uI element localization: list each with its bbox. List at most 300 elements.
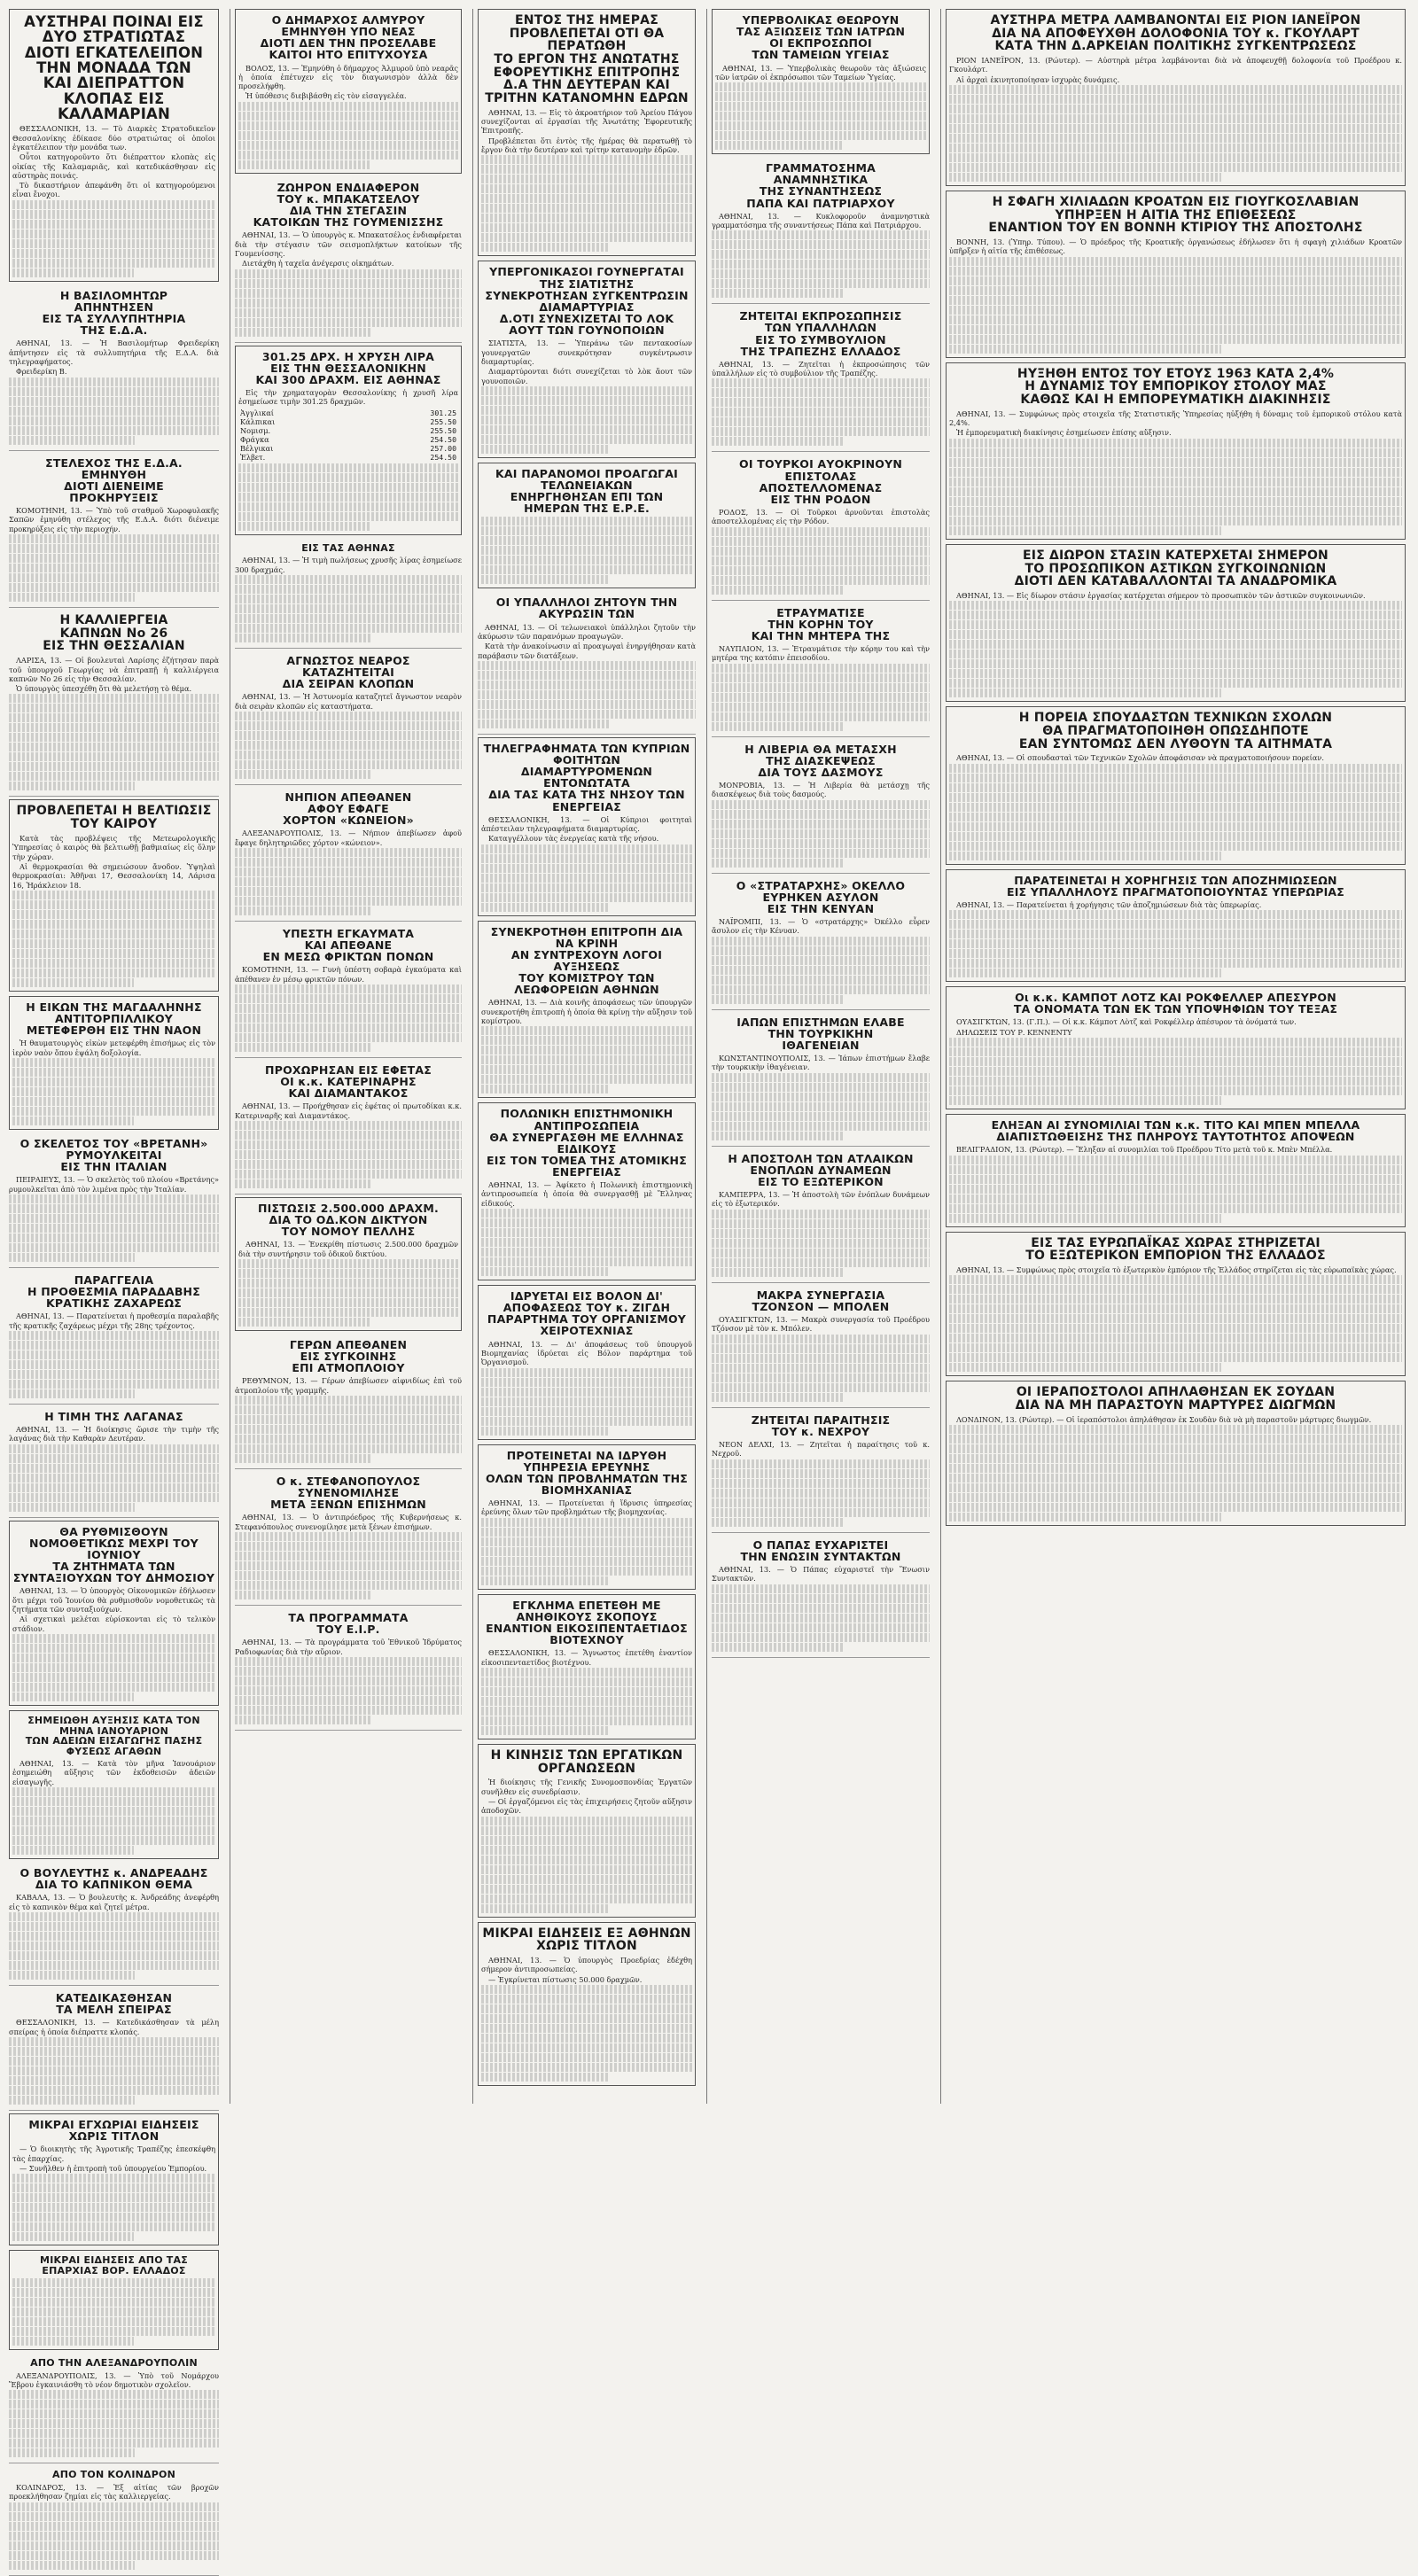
column-4: [706, 9, 930, 2104]
article-body: [12, 1039, 215, 1125]
headline-line: ΥΠΕΡΒΟΛΙΚΑΣ ΘΕΩΡΟΥΝ: [742, 13, 900, 27]
article: [9, 2466, 219, 2575]
article: [9, 2250, 219, 2350]
article-paragraph: ΒΕΛΙΓΡΑΔΙΟΝ, 13. (Ρώυτερ). — Ἔληξαν αἱ συνομιλίαι τοῦ Προέδρου Τίτο μετὰ τοῦ κ. Μπὲν Μπέλλα.: [956, 1145, 1333, 1155]
text-line-placeholder: [12, 1787, 215, 1796]
headline-line: ΚΑΙ ΑΠΕΘΑΝΕ: [304, 938, 393, 953]
article: [712, 876, 930, 1010]
article-paragraph: ΟΥΑΣΙΓΚΤΩΝ, 13. — Μακρὰ συνεργασία τοῦ Προέδρου Τζόνσον μὲ τὸν κ. Μπόλεν.: [712, 1315, 930, 1334]
article: [9, 1134, 219, 1268]
article-paragraph: ΛΑΡΙΣΑ, 13. — Οἱ βουλευταὶ Λαρίσης ἐζήτησαν παρὰ τοῦ ὑπουργοῦ Γεωργίας νὰ ἐπιτραπῇ ἡ καλλιέργεια καπνῶν Νο 26 εἰς τὴν Θεσσαλίαν.: [9, 656, 219, 683]
article-paragraph: ΚΑΜΠΕΡΡΑ, 13. — Ἡ ἀποστολὴ τῶν ἐνόπλων δυνάμεων εἰς τὸ ἐξωτερικόν.: [712, 1190, 930, 1209]
text-line-placeholder: [235, 1686, 462, 1695]
headline-line: ΤΟ ΕΡΓΟΝ ΤΗΣ ΑΝΩΤΑΤΗΣ ΕΦΟΡΕΥΤΙΚΗΣ ΕΠΙΤΡΟΠΗΣ: [493, 52, 681, 80]
article-paragraph: ΚΑΒΑΛΑ, 13. — Ὁ βουλευτὴς κ. Ἀνδρεάδης ἀνεφέρθη εἰς τὸ καπνικὸν θέμα καὶ ζητεῖ μέτρα.: [9, 1893, 219, 1911]
article-headline: [712, 607, 930, 642]
text-line-placeholder: [949, 478, 1402, 486]
text-line-placeholder: [712, 1249, 930, 1257]
article-paragraph: Καταγγέλλουν τὰς ἐνεργείας κατὰ τῆς νήσου.: [488, 834, 659, 844]
article-headline: [9, 290, 219, 337]
article: [712, 1536, 930, 1658]
article: [9, 799, 219, 991]
text-line-placeholder: [712, 289, 843, 298]
article-headline: [9, 2470, 219, 2480]
text-line-placeholder: [949, 1038, 1402, 1047]
text-line-placeholder: [9, 1961, 219, 1970]
article: [946, 1381, 1406, 1526]
text-line-placeholder: [949, 276, 1402, 285]
text-line-placeholder: [712, 1518, 843, 1527]
text-line-placeholder: [235, 877, 462, 886]
headline-line: ΝΗΠΙΟΝ ΑΠΕΘΑΝΕΝ: [284, 790, 412, 804]
text-line-placeholder: [712, 1614, 930, 1623]
article-body: [481, 1180, 692, 1276]
text-line-placeholder: [9, 377, 219, 386]
text-line-placeholder: [235, 269, 462, 278]
text-line-placeholder: [712, 1383, 930, 1392]
text-line-placeholder: [712, 240, 930, 249]
headline-line: ΕΝ ΜΕΣΩ ΦΡΙΚΤΩΝ ΠΟΝΩΝ: [262, 950, 434, 964]
coin-price: 254.50: [430, 452, 456, 462]
text-line-placeholder: [949, 1425, 1402, 1434]
article-headline: [481, 1927, 692, 1953]
text-line-placeholder: [949, 620, 1402, 629]
article: [712, 9, 930, 154]
article-body: [235, 1638, 462, 1724]
article-paragraph: Ἡ ἐμπορευματικὴ διακίνησις ἐσημείωσεν ἐπίσης αὔξησιν.: [956, 428, 1172, 438]
article-paragraph: ΑΘΗΝΑΙ, 13. — Ἡ Βασιλομήτωρ Φρειδερίκη ἀπήντησεν εἰς τὰ συλλυπητήρια τῆς Ε.Δ.Α. διὰ τηλεγραφήματος.: [9, 339, 219, 366]
headline-line: ΔΙΟΤΙ ΕΓΚΑΤΕΛΕΙΠΟΝ ΤΗΝ ΜΟΝΑΔΑ ΤΩΝ: [24, 43, 204, 76]
text-line-placeholder: [949, 1165, 1402, 1174]
article: [712, 1013, 930, 1147]
article-headline: [235, 1612, 462, 1635]
text-line-placeholder: [949, 669, 1402, 678]
headline-line: ΟΛΩΝ ΤΩΝ ΠΡΟΒΛΗΜΑΤΩΝ ΤΗΣ ΒΙΟΜΗΧΑΝΙΑΣ: [485, 1471, 689, 1497]
text-line-placeholder: [481, 1576, 608, 1585]
text-line-placeholder: [712, 1489, 930, 1498]
headline-line: ΥΠΕΣΤΗ ΕΓΚΑΥΜΑΤΑ: [282, 926, 415, 940]
headline-line: ΠΑΡΑΓΓΕΛΙΑ: [74, 1272, 154, 1287]
text-line-placeholder: [481, 1895, 692, 1903]
article-body: [949, 409, 1402, 535]
text-line-placeholder: [9, 2076, 219, 2085]
article-headline: [712, 1016, 930, 1051]
text-line-placeholder: [481, 194, 692, 203]
article-paragraph: ΔΗΛΩΣΕΙΣ ΤΟΥ Ρ. ΚΕΝΝΕΝΤΥ: [956, 1027, 1072, 1037]
text-line-placeholder: [12, 230, 215, 238]
text-line-placeholder: [949, 105, 1402, 113]
headline-line: ΤΟΥ κ. ΝΕΧΡΟΥ: [771, 1424, 870, 1438]
text-line-placeholder: [238, 512, 458, 521]
article-headline: [712, 743, 930, 778]
text-line-placeholder: [235, 1696, 462, 1705]
text-line-placeholder: [9, 713, 219, 722]
text-line-placeholder: [9, 2047, 219, 2056]
text-line-placeholder: [712, 849, 930, 858]
column-2: [230, 9, 462, 2104]
article-body: [712, 1054, 930, 1140]
headline-line: Ο ΣΚΕΛΕΤΟΣ ΤΟΥ «ΒΡΕΤΑΝΗ»: [19, 1136, 208, 1150]
text-line-placeholder: [235, 751, 462, 759]
text-line-placeholder: [712, 408, 930, 416]
text-line-placeholder: [949, 1275, 1402, 1284]
text-line-placeholder: [949, 1195, 1402, 1203]
text-line-placeholder: [235, 1405, 462, 1414]
article-paragraph: ΘΕΣΣΑΛΟΝΙΚΗ, 13. — Οἱ Κύπριοι φοιτηταὶ ἀπέστειλαν τηλεγραφήματα διαμαρτυρίας.: [481, 814, 692, 833]
text-line-placeholder: [9, 2096, 135, 2105]
article-paragraph: Οὗτοι κατηγοροῦντο ὅτι διέπραττον κλοπὰς εἰς οἰκίας τῆς Καλαμαριᾶς, καὶ κατεδικάσθησαν εἰς αὐστηρὰς ποινάς.: [12, 152, 215, 180]
text-line-placeholder: [712, 1393, 843, 1402]
article-paragraph: Τὸ δικαστήριον ἀπεφάνθη ὅτι οἱ κατηγορούμενοι εἶναι ἔνοχοι.: [12, 181, 215, 199]
headline-line: ΕΝΟΠΛΩΝ ΔΥΝΑΜΕΩΝ: [750, 1163, 892, 1177]
article-paragraph: — Ἐγκρίνεται πίστωσις 50.000 δραχμῶν.: [488, 1974, 643, 1984]
text-line-placeholder: [235, 1004, 462, 1013]
text-line-placeholder: [9, 1350, 219, 1359]
text-line-placeholder: [712, 1498, 930, 1507]
article-paragraph: ΑΘΗΝΑΙ, 13. — Ὁ ἀντιπρόεδρος τῆς Κυβερνήσεως κ. Στεφανόπουλος συνενομίλησε μετὰ ξένων ἐπισήμων.: [235, 1513, 462, 1531]
article-paragraph: Ἡ ὑπόθεσις διεβιβάσθη εἰς τὸν εἰσαγγελέα.: [245, 91, 407, 101]
text-line-placeholder: [478, 671, 696, 680]
text-line-placeholder: [9, 2512, 219, 2521]
headline-line: ΤΗΝ ΚΟΡΗΝ ΤΟΥ: [767, 617, 874, 631]
text-line-placeholder: [481, 1528, 692, 1537]
article-headline: [712, 880, 930, 914]
text-line-placeholder: [9, 2448, 135, 2457]
headline-line: ΕΛΗΞΑΝ ΑΙ ΣΥΝΟΜΙΛΙΑΙ ΤΩΝ κ.κ. ΤΙΤΟ ΚΑΙ ΜΠΕΝ ΜΠΕΛΛΑ: [991, 1118, 1360, 1132]
text-line-placeholder: [949, 1324, 1402, 1333]
text-line-placeholder: [9, 573, 219, 582]
text-line-placeholder: [12, 200, 215, 209]
article-headline: [235, 182, 462, 229]
article-paragraph: ΑΘΗΝΑΙ, 13. — Κυκλοφοροῦν ἀναμνηστικὰ γραμματόσημα τῆς συναντήσεως Πάπα καὶ Πατριάρχου.: [712, 211, 930, 230]
headline-line: Η ΒΑΣΙΛΟΜΗΤΩΡ: [59, 288, 168, 302]
text-line-placeholder: [235, 1581, 462, 1590]
article-headline: [12, 1001, 215, 1036]
headline-line: ΤΑ ΟΝΟΜΑΤΑ ΤΩΝ ΕΚ ΤΩΝ ΥΠΟΨΗΦΙΩΝ ΤΟΥ ΤΕΞΑΣ: [1013, 1002, 1338, 1016]
text-line-placeholder: [481, 175, 692, 183]
text-line-placeholder: [9, 2502, 219, 2511]
text-line-placeholder: [712, 269, 930, 278]
coin-name: Κάλπικαι: [240, 416, 276, 426]
article-paragraph: ΑΘΗΝΑΙ, 13. — Ὑπερβολικὰς θεωροῦν τὰς ἀξιώσεις τῶν ἰατρῶν οἱ ἐκπρόσωποι τῶν Ταμείων Ὑγείας.: [715, 63, 926, 82]
headline-line: ΠΑΡΑΡΤΗΜΑ ΤΟΥ ΟΡΓΑΝΙΣΜΟΥ ΧΕΙΡΟΤΕΧΝΙΑΣ: [487, 1312, 687, 1338]
article-paragraph: Αἱ θερμοκρασίαι θὰ σημειώσουν ἄνοδον. Ὑψηλαὶ θερμοκρασίαι: Ἀθῆναι 17, Θεσσαλονίκη 14, Λάρισα 16, Ἡράκλειον 18.: [12, 861, 215, 890]
article-headline: [949, 368, 1402, 407]
article-paragraph: ΑΘΗΝΑΙ, 13. — Ζητεῖται ἡ ἐκπροσώπησις τῶν ὑπαλλήλων εἰς τὸ συμβούλιον τῆς Τραπέζης.: [712, 359, 930, 378]
article-paragraph: ΑΘΗΝΑΙ, 13. — Ἡ Ἀστυνομία καταζητεῖ ἄγνωστον νεαρὸν διὰ σειρὰν κλοπῶν εἰς καταστήματα.: [235, 692, 462, 711]
headline-line: ΠΑΠΑ ΚΑΙ ΠΑΤΡΙΑΡΧΟΥ: [746, 196, 895, 210]
article-body: [12, 1586, 215, 1701]
text-line-placeholder: [481, 1388, 692, 1397]
text-line-placeholder: [712, 437, 843, 446]
article-paragraph: ΘΕΣΣΑΛΟΝΙΚΗ, 13. — Τὸ Διαρκὲς Στρατοδικεῖον Θεσσαλονίκης ἐδίκασε δύο στρατιώτας οἱ ὁποῖοι ἐγκατέλειπον τὴν μονάδα των.: [12, 124, 215, 152]
text-line-placeholder: [12, 1846, 134, 1855]
article-paragraph: ΑΘΗΝΑΙ, 13. — Εἰς τὸ ἀκροατήριον τοῦ Ἀρείου Πάγου συνεχίζονται αἱ ἐργασίαι τῆς Ἀνωτάτης Ἐφορευτικῆς Ἐπιτροπῆς.: [481, 107, 692, 136]
text-line-placeholder: [235, 1170, 462, 1179]
headline-line: ΜΙΚΡΑΙ ΕΓΧΩΡΙΑΙ ΕΙΔΗΣΕΙΣ ΧΩΡΙΣ ΤΙΤΛΟΝ: [28, 2117, 199, 2144]
article: [478, 921, 696, 1099]
table-row: [238, 435, 458, 444]
article: [712, 455, 930, 600]
text-line-placeholder: [238, 1269, 458, 1278]
article-body: [9, 656, 219, 790]
text-line-placeholder: [949, 1067, 1402, 1076]
headline-line: ΕΙΣ ΣΥΓΚΟΙΝΗΣ: [300, 1350, 397, 1364]
headline-line: ΣΗΜΕΙΩΘΗ ΑΥΞΗΣΙΣ ΚΑΤΑ ΤΟΝ ΜΗΝΑ ΙΑΝΟΥΑΡΙΟΝ: [27, 1714, 200, 1737]
text-line-placeholder: [949, 95, 1402, 104]
article-headline: [949, 992, 1402, 1015]
headline-line: ΤΗΣ ΣΥΝΑΝΤΗΣΕΩΣ: [759, 184, 883, 198]
article-headline: [478, 596, 696, 619]
text-line-placeholder: [712, 1102, 930, 1111]
article: [9, 2113, 219, 2245]
article: [946, 191, 1406, 358]
text-line-placeholder: [12, 2327, 215, 2336]
text-line-placeholder: [9, 2057, 219, 2066]
article-paragraph: ΡΙΟΝ ΙΑΝΕΪΡΟΝ, 13. (Ρώυτερ). — Αὐστηρὰ μέτρα λαμβάνονται διὰ νὰ ἀποφευχθῇ δολοφονία τοῦ Προέδρου κ. Γκουλάρτ.: [949, 56, 1402, 74]
headline-line: ΣΥΝΕΝΟΜΙΛΗΣΕ: [297, 1486, 400, 1500]
text-line-placeholder: [238, 502, 458, 511]
headline-line: ΔΙΑ ΣΕΙΡΑΝ ΚΛΟΠΩΝ: [282, 677, 415, 691]
text-line-placeholder: [481, 2034, 692, 2043]
text-line-placeholder: [12, 2183, 215, 2192]
text-line-placeholder: [481, 1875, 692, 1884]
article-headline: [9, 1867, 219, 1890]
headline-line: ΚΑΙ 300 ΔΡΑΧΜ. ΕΙΣ ΑΘΗΝΑΣ: [255, 372, 441, 386]
text-line-placeholder: [949, 1086, 1402, 1095]
article-body: [481, 815, 692, 912]
table-row: [238, 409, 458, 417]
article-headline: [481, 1599, 692, 1646]
headline-line: ΙΔΡΥΕΤΑΙ ΕΙΣ ΒΟΛΟΝ ΔΙ' ΑΠΟΦΑΣΕΩΣ ΤΟΥ κ. ΖΙΓΔΗ: [503, 1289, 671, 1315]
text-line-placeholder: [949, 939, 1402, 948]
text-line-placeholder: [481, 2043, 692, 2052]
text-line-placeholder: [481, 1567, 692, 1576]
headline-line: ΕΙΣ ΤΑ ΣΥΛΛΥΠΗΤΗΡΙΑ: [42, 312, 186, 326]
headline-line: ΥΠΗΡΞΕΝ Η ΑΙΤΙΑ ΤΗΣ ΕΠΙΘΕΣΕΩΣ: [1055, 207, 1297, 222]
headline-line: ΕΝΗΡΓΗΘΗΣΑΝ ΕΠΙ ΤΩΝ ΗΜΕΡΩΝ ΤΗΣ Ε.Ρ.Ε.: [510, 490, 664, 516]
text-line-placeholder: [481, 1378, 692, 1387]
headline-line: ΤΑ ΜΕΛΗ ΣΠΕΙΡΑΣ: [56, 2003, 172, 2017]
text-line-placeholder: [235, 585, 462, 594]
text-line-placeholder: [9, 1331, 219, 1340]
text-line-placeholder: [9, 2037, 219, 2046]
text-line-placeholder: [715, 92, 926, 101]
article-paragraph: Προβλέπεται ὅτι ἐντὸς τῆς ἡμέρας θὰ περατωθῇ τὸ ἔργον διὰ τὴν δευτέραν καὶ τρίτην κατανομὴν ἑδρῶν.: [481, 136, 692, 155]
text-line-placeholder: [12, 891, 215, 899]
text-line-placeholder: [949, 1175, 1402, 1184]
text-line-placeholder: [712, 1258, 930, 1267]
text-line-placeholder: [712, 1229, 930, 1238]
text-line-placeholder: [712, 566, 930, 575]
headline-line: ΕΙΣ ΤΟ ΕΞΩΤΕΡΙΚΟΝ: [758, 1175, 884, 1188]
article-headline: [12, 805, 215, 830]
headline-line: ΟΙ ΕΚΠΡΟΣΩΠΟΙ: [769, 36, 872, 51]
text-line-placeholder: [235, 1591, 371, 1599]
text-line-placeholder: [712, 1459, 930, 1468]
text-line-placeholder: [235, 1667, 462, 1676]
article-headline: [949, 875, 1402, 898]
text-line-placeholder: [712, 683, 930, 692]
article-body: [949, 753, 1402, 860]
text-line-placeholder: [12, 1663, 215, 1672]
text-line-placeholder: [9, 772, 219, 781]
text-line-placeholder: [949, 1513, 1221, 1521]
article: [712, 1411, 930, 1533]
article: [946, 1232, 1406, 1377]
text-line-placeholder: [481, 1547, 692, 1556]
article-paragraph: ΚΟΜΟΤΗΝΗ, 13. — Ὑπὸ τοῦ σταθμοῦ Χωροφυλακῆς Σαπῶν ἐμηνύθη στέλεχος τῆς Ε.Δ.Α. διότι διένειμε προκηρύξεις εἰς τὴν περιοχήν.: [9, 506, 219, 533]
article-paragraph: ΑΘΗΝΑΙ, 13. — Ὁ Πάπας εὐχαριστεῖ τὴν Ἕνωσιν Συντακτῶν.: [712, 1564, 930, 1584]
headline-line: ΑΥΣΤΗΡΑΙ ΠΟΙΝΑΙ ΕΙΣ ΔΥΟ ΣΤΡΑΤΙΩΤΑΣ: [24, 13, 204, 46]
headline-line: ΑΥΣΤΗΡΑ ΜΕΤΡΑ ΛΑΜΒΑΝΟΝΤΑΙ ΕΙΣ ΡΙΟΝ ΙΑΝΕΪΡΟΝ: [990, 13, 1361, 27]
text-line-placeholder: [712, 985, 930, 994]
article-headline: [712, 1289, 930, 1312]
text-line-placeholder: [949, 163, 1402, 172]
headline-line: Η ΚΙΝΗΣΙΣ ΤΩΝ ΕΡΓΑΤΙΚΩΝ ΟΡΓΑΝΩΣΕΩΝ: [490, 1747, 683, 1776]
text-line-placeholder: [712, 1364, 930, 1373]
text-line-placeholder: [12, 1634, 215, 1643]
text-line-placeholder: [481, 155, 692, 164]
text-line-placeholder: [949, 497, 1402, 506]
text-line-placeholder: [712, 1623, 930, 1632]
text-line-placeholder: [481, 223, 692, 232]
text-line-placeholder: [9, 1454, 219, 1463]
text-line-placeholder: [9, 2541, 219, 2550]
article-paragraph: Διαμαρτύρονται διότι συνεχίζεται τὸ λὸκ ἄουτ τῶν γουνοποιῶν.: [481, 367, 692, 385]
text-line-placeholder: [481, 1218, 692, 1227]
text-line-placeholder: [712, 995, 843, 1004]
article-body: [9, 1893, 219, 1980]
article-headline: [949, 14, 1402, 53]
text-line-placeholder: [949, 1503, 1402, 1512]
article: [946, 544, 1406, 702]
text-line-placeholder: [712, 1219, 930, 1228]
article-headline: [235, 655, 462, 689]
text-line-placeholder: [712, 1268, 843, 1277]
text-line-placeholder: [9, 2066, 219, 2075]
headline-line: ΔΙΑ ΤΗΝ ΣΤΕΓΑΣΙΝ: [289, 204, 408, 218]
text-line-placeholder: [481, 565, 692, 574]
article-body: [712, 1315, 930, 1402]
text-line-placeholder: [235, 1571, 462, 1580]
text-line-placeholder: [712, 556, 930, 565]
text-line-placeholder: [712, 1210, 930, 1218]
coin-price: 254.50: [430, 434, 456, 444]
headline-line: ΓΡΑΜΜΑΤΟΣΗΜΑ: [765, 161, 877, 175]
article-body: [9, 2371, 219, 2458]
text-line-placeholder: [712, 527, 930, 536]
text-line-placeholder: [235, 1561, 462, 1570]
text-line-placeholder: [235, 1532, 462, 1541]
text-line-placeholder: [949, 458, 1402, 467]
text-line-placeholder: [9, 2532, 219, 2541]
text-line-placeholder: [9, 2561, 135, 2570]
text-line-placeholder: [238, 151, 458, 160]
text-line-placeholder: [712, 712, 930, 721]
headline-line: ΜΕΤΑ ΞΕΝΩΝ ΕΠΙΣΗΜΩΝ: [270, 1498, 426, 1512]
headline-line: ΔΙΑ ΤΟ ΚΑΠΝΙΚΟΝ ΘΕΜΑ: [35, 1878, 193, 1892]
text-line-placeholder: [235, 624, 462, 633]
article-paragraph: Αἱ ἀρχαὶ ἐκινητοποίησαν ἰσχυρὰς δυνάμεις.: [956, 74, 1120, 84]
text-line-placeholder: [235, 984, 462, 993]
text-line-placeholder: [235, 1179, 371, 1188]
coin-name: Νομισμ.: [240, 425, 271, 435]
text-line-placeholder: [712, 839, 930, 848]
text-line-placeholder: [949, 448, 1402, 457]
text-line-placeholder: [949, 153, 1402, 162]
text-line-placeholder: [9, 1444, 219, 1453]
text-line-placeholder: [9, 1195, 219, 1203]
article-body: [235, 965, 462, 1052]
text-line-placeholder: [481, 883, 692, 892]
text-line-placeholder: [9, 1503, 135, 1512]
headline-line: ΔΙΑ ΝΑ ΑΠΟΦΕΥΧΘΗ ΔΟΛΟΦΟΝΙΑ ΤΟΥ κ. ΓΚΟΥΛΑΡΤ: [992, 26, 1360, 41]
coin-price: 255.50: [430, 425, 456, 435]
article-body: [12, 834, 215, 987]
article-body: [949, 237, 1402, 354]
text-line-placeholder: [949, 1454, 1402, 1463]
text-line-placeholder: [949, 1185, 1402, 1194]
text-line-placeholder: [12, 930, 215, 938]
text-line-placeholder: [9, 387, 219, 396]
text-line-placeholder: [478, 700, 696, 709]
text-line-placeholder: [481, 536, 692, 545]
headline-line: ΑΦΟΥ ΕΦΑΓΕ: [308, 802, 389, 816]
article: [9, 2354, 219, 2463]
text-line-placeholder: [235, 1542, 462, 1551]
article-paragraph: ΣΙΑΤΙΣΤΑ, 13. — Ὑπεράνω τῶν πεντακοσίων γουνεργατῶν συνεκρότησαν συγκέντρωσιν διαμαρτυρίας.: [481, 339, 692, 366]
text-line-placeholder: [9, 1922, 219, 1931]
article-paragraph: ΑΘΗΝΑΙ, 13. — Ὁ ὑπουργὸς κ. Μπακατσέλος ἐνδιαφέρεται διὰ τὴν στέγασιν τῶν σεισμοπλήκτων κατοίκων τῆς Γουμενίσσης.: [235, 230, 462, 258]
text-line-placeholder: [712, 976, 930, 984]
headline-line: ΕΥΡΗΚΕΝ ΑΣΥΛΟΝ: [762, 890, 879, 904]
text-line-placeholder: [481, 1397, 692, 1406]
headline-line: ΕΙΣ ΤΗΝ ΙΤΑΛΙΑΝ: [60, 1160, 168, 1174]
text-line-placeholder: [949, 920, 1402, 929]
article: [478, 1444, 696, 1590]
article-paragraph: ΑΘΗΝΑΙ, 13. — Ἀφίκετο ἡ Πολωνικὴ ἐπιστημονικὴ ἀντιπροσωπεία ἡ ὁποία θὰ συνεργασθῇ μὲ Ἕλληνας εἰδικούς.: [481, 1180, 692, 1208]
article-headline: [481, 266, 692, 336]
text-line-placeholder: [949, 813, 1402, 821]
text-line-placeholder: [712, 800, 930, 809]
text-line-placeholder: [481, 1995, 692, 2004]
text-line-placeholder: [949, 679, 1402, 688]
text-line-placeholder: [712, 230, 930, 239]
text-line-placeholder: [12, 1807, 215, 1816]
article-headline: [235, 1475, 462, 1510]
article: [946, 706, 1406, 864]
text-line-placeholder: [949, 1047, 1402, 1056]
article: [9, 1988, 219, 2111]
text-line-placeholder: [481, 1407, 692, 1416]
headline-line: ΓΕΡΩΝ ΑΠΕΘΑΝΕΝ: [289, 1338, 408, 1352]
headline-line: Δ.ΟΤΙ ΣΥΝΕΧΙΖΕΤΑΙ ΤΟ ΛΟΚ ΑΟΥΤ ΤΩΝ ΓΟΥΝΟΠΟΙΩΝ: [499, 311, 674, 338]
headline-line: ΚΑΘΩΣ ΚΑΙ Η ΕΜΠΟΡΕΥΜΑΤΙΚΗ ΔΙΑΚΙΝΗΣΙΣ: [1020, 393, 1331, 408]
text-line-placeholder: [12, 920, 215, 929]
article: [235, 924, 462, 1058]
article-headline: [9, 614, 219, 653]
text-line-placeholder: [235, 1014, 462, 1023]
article-body: [9, 1311, 219, 1398]
text-line-placeholder: [712, 398, 930, 407]
text-line-placeholder: [481, 1668, 692, 1677]
text-line-placeholder: [235, 897, 462, 906]
headline-line: ΤΖΟΝΣΟΝ — ΜΠΟΛΕΝ: [752, 1299, 890, 1313]
article-body: [949, 591, 1402, 697]
headline-line: ΕΙΣ ΤΗΝ ΡΟΔΟΝ: [770, 492, 871, 506]
text-line-placeholder: [235, 1677, 462, 1685]
